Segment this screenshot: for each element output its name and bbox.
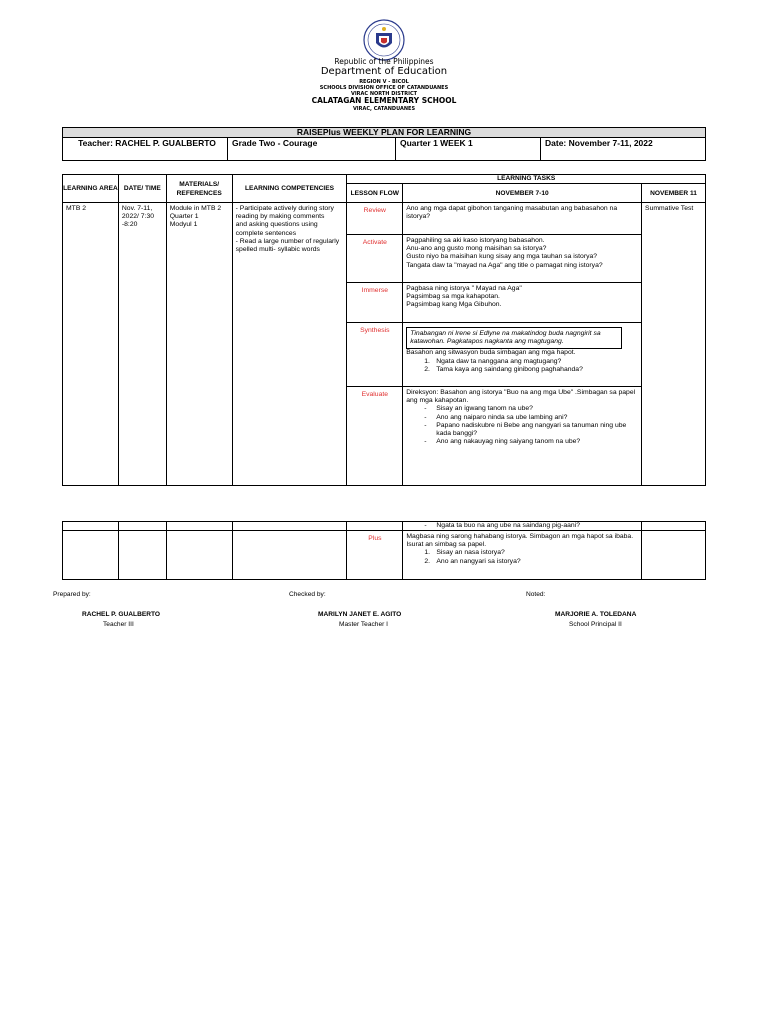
material-item: Module in MTB 2 [169, 205, 222, 212]
task-evaluate [403, 387, 642, 486]
continued-evaluate-item: - Ngata ta buo na ang ube na saindang pig-aani? [403, 522, 642, 531]
header-date-time: DATE/ TIME [118, 175, 166, 203]
competency-item: and asking questions using complete sentences [235, 221, 318, 237]
evaluate-item: - Ano ang nakauyag ning saiyang tanom na ube? [424, 438, 581, 446]
synthesis-intro: Basahon ang sitwasyon buda simbagan ang mga hapot. [406, 349, 576, 357]
task-plus [403, 531, 642, 580]
deped-seal-icon [363, 19, 405, 61]
plan-title: RAISEPlus WEEKLY PLAN FOR LEARNING [63, 128, 706, 138]
learning-plan-table-continued [62, 521, 706, 580]
flow-label-synthesis: Synthesis [347, 323, 403, 387]
empty-cell [118, 531, 166, 580]
flow-label-plus: Plus [347, 531, 403, 580]
evaluate-item: - Papano nadiskubre ni Bebe ang nangyari sa tanuman ning ube kada banggi? [424, 421, 627, 438]
header-competencies: LEARNING COMPETENCIES [232, 175, 347, 203]
plan-header-table [62, 127, 706, 161]
prepared-by-label: Prepared by: [53, 591, 91, 598]
competency-item: - Participate actively during story reading by making comments [235, 205, 334, 221]
header-learning-area: LEARNING AREA [63, 175, 119, 203]
department-line: Department of Education [320, 66, 448, 77]
empty-cell [118, 522, 166, 531]
task-activate [403, 235, 642, 283]
empty-cell [232, 531, 347, 580]
activate-line: Anu-ano ang gusto mong maisihan sa istorya? [406, 245, 547, 253]
republic-line: Republic of the Philippines [334, 57, 434, 66]
immerse-line: Pagsimbag sa mga kahapotan. [406, 293, 500, 301]
header-nov-7-10: NOVEMBER 7-10 [403, 184, 642, 203]
materials-cell [166, 203, 232, 486]
material-item: Quarter 1 [169, 213, 199, 221]
synthesis-item: 1. Ngata daw ta nanggana ang magtugang? [424, 357, 562, 365]
empty-cell [166, 522, 232, 531]
empty-cell [166, 531, 232, 580]
competencies-cell [232, 203, 347, 486]
immerse-line: Pagbasa ning istorya " Mayad na Aga" [406, 285, 522, 292]
evaluate-item: - Ano ang naiparo ninda sa ube lambing ani? [424, 413, 568, 421]
task-review [403, 203, 642, 235]
prepared-role: Teacher III [103, 621, 134, 628]
empty-cell [642, 531, 706, 580]
immerse-line: Pagsimbag kang Mga Gibuhon. [406, 301, 502, 309]
grade-cell: Grade Two - Courage [228, 138, 396, 161]
synthesis-item: 2. Tama kaya ang saindang ginibong paghahanda? [424, 365, 583, 373]
noted-role: School Principal II [569, 621, 622, 628]
checked-by-label: Checked by: [289, 591, 326, 598]
review-text: Ano ang mga dapat gibohon tanganing masabutan ang babasahon na istorya? [406, 205, 618, 221]
school-name: CALATAGAN ELEMENTARY SCHOOL [311, 96, 457, 105]
quarter-cell: Quarter 1 WEEK 1 [396, 138, 541, 161]
nov-11-cell: Summative Test [642, 203, 706, 486]
date-time-cell: Nov. 7-11, 2022/ 7:30 -8:20 [118, 203, 166, 486]
task-synthesis [403, 323, 642, 387]
division-line: SCHOOLS DIVISION OFFICE OF CATANDUANES [319, 85, 449, 91]
header-learning-tasks: LEARNING TASKS [347, 175, 706, 184]
empty-cell [232, 522, 347, 531]
flow-label-immerse: Immerse [347, 283, 403, 323]
flow-label-review: Review [347, 203, 403, 235]
evaluate-item: - Sisay an igwang tanom na ube? [424, 405, 533, 413]
task-immerse [403, 283, 642, 323]
empty-cell [642, 522, 706, 531]
school-address: VIRAC, CATANDUANES [352, 106, 416, 112]
plus-item: 1. Sisay an nasa istorya? [424, 549, 505, 557]
header-lesson-flow: LESSON FLOW [347, 184, 403, 203]
plus-item: 2. Ano an nangyari sa istorya? [424, 557, 521, 565]
teacher-cell: Teacher: RACHEL P. GUALBERTO [63, 138, 228, 161]
empty-cell [63, 531, 119, 580]
flow-label-activate: Activate [347, 235, 403, 283]
empty-cell [347, 522, 403, 531]
noted-name: MARJORIE A. TOLEDANA [555, 611, 637, 618]
checked-name: MARILYN JANET E. AGITO [318, 611, 402, 618]
activate-line: Pagpahiling sa aki kaso istoryang babasahon. [406, 237, 545, 244]
material-item: Modyul 1 [169, 221, 198, 229]
header-materials: MATERIALS/ REFERENCES [166, 175, 232, 203]
learning-plan-table [62, 174, 706, 486]
plus-intro: Magbasa ning sarong hahabang istorya. Simbagon an mga hapot sa ibaba. Isurat an simbag sa papel. [406, 533, 634, 549]
flow-label-evaluate: Evaluate [347, 387, 403, 486]
competency-item: - Read a large number of regularly spelled multi- syllabic words [235, 237, 340, 254]
noted-label: Noted: [526, 591, 546, 598]
empty-cell [63, 522, 119, 531]
synthesis-situation-box: Tinabangan ni Irene si Edlyne na makatindog buda nagngirit sa katawohan. Pagkatapos nagkanta ang magtugang. [406, 327, 622, 349]
header-nov-11: NOVEMBER 11 [642, 184, 706, 203]
activate-line: Tangata daw ta "mayad na Aga" ang title o pamagat ning istorya? [406, 261, 603, 269]
evaluate-intro: Direksyon: Basahon ang istorya "Buo na ang mga Ube" .Simbagan sa papel ang mga kahapotan. [406, 389, 636, 405]
region-line: REGION V - BICOL [359, 79, 409, 85]
date-cell: Date: November 7-11, 2022 [541, 138, 706, 161]
prepared-name: RACHEL P. GUALBERTO [82, 611, 161, 618]
learning-area-cell: MTB 2 [63, 203, 119, 486]
checked-role: Master Teacher I [339, 621, 388, 628]
district-line: VIRAC NORTH DISTRICT [350, 91, 418, 97]
activate-line: Gusto niyo ba maisihan kung sisay ang mga tauhan sa istorya? [406, 253, 598, 261]
